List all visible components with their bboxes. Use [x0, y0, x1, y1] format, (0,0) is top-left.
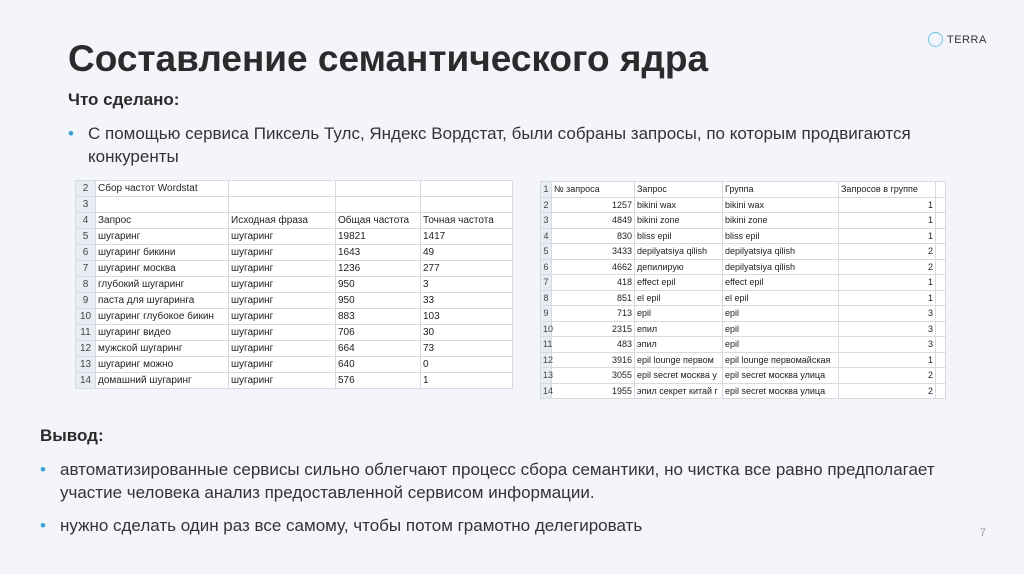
done-bullet: • С помощью сервиса Пиксель Тулс, Яндекс Вордстат, были собраны запросы, по которым продвигаются конкуренты [68, 122, 938, 168]
table-cell[interactable]: 3 [421, 277, 513, 293]
row-number[interactable]: 8 [76, 277, 96, 293]
table-cell[interactable]: 1 [421, 373, 513, 389]
table-cell[interactable]: 73 [421, 341, 513, 357]
table-cell[interactable] [229, 181, 336, 197]
table-row [76, 213, 513, 229]
table-row [541, 259, 946, 275]
table-cell[interactable]: depilyatsiya qilish [723, 244, 839, 260]
table-cell[interactable] [936, 259, 946, 275]
table-cell[interactable]: epil [723, 306, 839, 322]
row-number[interactable]: 12 [76, 341, 96, 357]
row-number[interactable]: 6 [76, 245, 96, 261]
table-cell[interactable]: шугаринг [229, 373, 336, 389]
table-cell[interactable]: 19821 [336, 229, 421, 245]
table-cell[interactable] [936, 182, 946, 198]
row-number[interactable]: 4 [541, 228, 552, 244]
table-cell[interactable]: 706 [336, 325, 421, 341]
row-number[interactable]: 14 [76, 373, 96, 389]
row-number[interactable]: 9 [541, 306, 552, 322]
table-row [541, 244, 946, 260]
table-row [541, 182, 946, 198]
table-cell[interactable]: 2 [839, 259, 936, 275]
table-cell[interactable]: bikini wax [723, 197, 839, 213]
table-cell[interactable]: Запросов в группе [839, 182, 936, 198]
table-cell[interactable]: 950 [336, 277, 421, 293]
table-cell[interactable]: 0 [421, 357, 513, 373]
table-cell[interactable]: effect epil [723, 275, 839, 291]
table-cell[interactable]: epil secret москва у [635, 368, 723, 384]
table-cell[interactable]: шугаринг [229, 325, 336, 341]
table-cell[interactable]: шугаринг [96, 229, 229, 245]
table-cell[interactable]: шугаринг видео [96, 325, 229, 341]
table-row [541, 290, 946, 306]
page-number: 7 [979, 527, 986, 539]
table-cell[interactable]: 3433 [552, 244, 635, 260]
table-cell[interactable]: bikini zone [723, 213, 839, 229]
table-cell[interactable] [936, 368, 946, 384]
row-number[interactable]: 7 [76, 261, 96, 277]
row-number[interactable]: 12 [541, 352, 552, 368]
table-cell[interactable]: Запрос [96, 213, 229, 229]
table-cell[interactable]: bliss epil [723, 228, 839, 244]
table-cell[interactable]: № запроса [552, 182, 635, 198]
table-cell[interactable] [336, 181, 421, 197]
table-cell[interactable]: 2 [839, 383, 936, 399]
table-cell[interactable]: мужской шугаринг [96, 341, 229, 357]
table-cell[interactable]: 1417 [421, 229, 513, 245]
table-cell[interactable]: 1236 [336, 261, 421, 277]
logo-ring-icon [928, 32, 943, 47]
table-row [76, 325, 513, 341]
table-cell[interactable]: epil [723, 321, 839, 337]
table-cell[interactable]: эпил секрет китай г [635, 383, 723, 399]
table-cell[interactable]: effect epil [635, 275, 723, 291]
table-cell[interactable]: 3 [839, 321, 936, 337]
row-number[interactable]: 11 [76, 325, 96, 341]
table-row [541, 213, 946, 229]
table-cell[interactable] [96, 197, 229, 213]
table-cell[interactable]: 2315 [552, 321, 635, 337]
table-cell[interactable]: 1 [839, 290, 936, 306]
table-cell[interactable]: шугаринг москва [96, 261, 229, 277]
table-cell[interactable]: 576 [336, 373, 421, 389]
row-number[interactable]: 10 [76, 309, 96, 325]
table-cell[interactable] [936, 290, 946, 306]
table-cell[interactable]: 30 [421, 325, 513, 341]
row-number[interactable]: 11 [541, 337, 552, 353]
slide-title: Составление семантического ядра [68, 38, 709, 79]
table-row [76, 197, 513, 213]
table-cell[interactable]: epil secret москва улица [723, 383, 839, 399]
table-cell[interactable] [336, 197, 421, 213]
table-cell[interactable]: Точная частота [421, 213, 513, 229]
table-row [76, 341, 513, 357]
table-cell[interactable]: 4849 [552, 213, 635, 229]
table-cell[interactable] [936, 275, 946, 291]
table-cell[interactable]: шугаринг [229, 341, 336, 357]
terra-logo [928, 32, 987, 47]
table-cell[interactable]: Сбор частот Wordstat [96, 181, 229, 197]
table-row [76, 373, 513, 389]
table-cell[interactable]: epil [723, 337, 839, 353]
table-cell[interactable] [936, 383, 946, 399]
table-row [541, 352, 946, 368]
table-cell[interactable]: bikini wax [635, 197, 723, 213]
table-cell[interactable]: 4662 [552, 259, 635, 275]
table-row [76, 277, 513, 293]
table-cell[interactable]: 883 [336, 309, 421, 325]
table-row [76, 245, 513, 261]
row-number[interactable]: 8 [541, 290, 552, 306]
table-cell[interactable]: шугаринг [229, 245, 336, 261]
table-cell[interactable] [936, 352, 946, 368]
table-cell[interactable]: Исходная фраза [229, 213, 336, 229]
table-cell[interactable]: el epil [635, 290, 723, 306]
table-row [76, 309, 513, 325]
table-cell[interactable]: шугаринг [229, 229, 336, 245]
table-cell[interactable]: 851 [552, 290, 635, 306]
table-cell[interactable]: 2 [839, 244, 936, 260]
table-cell[interactable]: Общая частота [336, 213, 421, 229]
row-number[interactable]: 1 [541, 182, 552, 198]
table-cell[interactable] [936, 321, 946, 337]
table-cell[interactable]: депилирую [635, 259, 723, 275]
table-cell[interactable]: шугаринг [229, 309, 336, 325]
row-number[interactable]: 3 [541, 213, 552, 229]
table-cell[interactable] [421, 181, 513, 197]
table-row [541, 368, 946, 384]
row-number[interactable]: 3 [76, 197, 96, 213]
table-cell[interactable]: Запрос [635, 182, 723, 198]
table-row [76, 229, 513, 245]
table-cell[interactable]: 3916 [552, 352, 635, 368]
table-cell[interactable]: шугаринг глубокое бикин [96, 309, 229, 325]
table-cell[interactable]: 1 [839, 197, 936, 213]
table-row [76, 181, 513, 197]
table-row [541, 383, 946, 399]
table-cell[interactable]: bikini zone [635, 213, 723, 229]
table-cell[interactable]: epil lounge первом [635, 352, 723, 368]
table-row [76, 261, 513, 277]
table-cell[interactable]: 1 [839, 228, 936, 244]
table-cell[interactable]: epil lounge первомайская [723, 352, 839, 368]
table-cell[interactable]: 33 [421, 293, 513, 309]
done-heading: Что сделано: [68, 90, 180, 109]
row-number[interactable]: 9 [76, 293, 96, 309]
table-cell[interactable]: 1 [839, 213, 936, 229]
row-number[interactable]: 2 [541, 197, 552, 213]
table-cell[interactable]: шугаринг [229, 293, 336, 309]
table-cell[interactable]: 418 [552, 275, 635, 291]
row-number[interactable]: 4 [76, 213, 96, 229]
table-cell[interactable]: epil [635, 306, 723, 322]
row-number[interactable]: 2 [76, 181, 96, 197]
table-row [541, 337, 946, 353]
table-cell[interactable]: 277 [421, 261, 513, 277]
row-number[interactable]: 5 [76, 229, 96, 245]
table-cell[interactable]: 640 [336, 357, 421, 373]
table-cell[interactable]: Группа [723, 182, 839, 198]
table-cell[interactable]: шугаринг [229, 357, 336, 373]
table-cell[interactable] [936, 228, 946, 244]
table-cell[interactable]: 1 [839, 275, 936, 291]
row-number[interactable]: 13 [76, 357, 96, 373]
table-cell[interactable] [936, 244, 946, 260]
row-number[interactable]: 7 [541, 275, 552, 291]
table-cell[interactable]: 103 [421, 309, 513, 325]
table-cell[interactable]: 2 [839, 368, 936, 384]
conclusion-bullet: • нужно сделать один раз все самому, чтобы потом грамотно делегировать [40, 514, 980, 537]
table-cell[interactable]: 3 [839, 337, 936, 353]
table-cell[interactable]: шугаринг бикини [96, 245, 229, 261]
table-cell[interactable]: 1257 [552, 197, 635, 213]
query-groups-table [540, 181, 946, 399]
table-cell[interactable] [936, 197, 946, 213]
wordstat-table [75, 180, 513, 389]
table-cell[interactable]: 3055 [552, 368, 635, 384]
table-cell[interactable]: depilyatsiya qilish [635, 244, 723, 260]
conclusion-bullet: • автоматизированные сервисы сильно облегчают процесс сбора семантики, но чистка все равно предполагает участие человека анализ предоставленной сервисом информации. [40, 458, 980, 504]
row-number[interactable]: 13 [541, 368, 552, 384]
table-cell[interactable]: 830 [552, 228, 635, 244]
table-cell[interactable] [936, 306, 946, 322]
table-row [76, 357, 513, 373]
table-cell[interactable]: домашний шугаринг [96, 373, 229, 389]
table-row [541, 275, 946, 291]
table-cell[interactable]: 3 [839, 306, 936, 322]
table-cell[interactable]: 1955 [552, 383, 635, 399]
table-cell[interactable]: 713 [552, 306, 635, 322]
table-cell[interactable] [936, 337, 946, 353]
table-cell[interactable]: паста для шугаринга [96, 293, 229, 309]
table-cell[interactable]: эпил [635, 337, 723, 353]
conclusion-heading: Вывод: [40, 426, 104, 445]
table-cell[interactable]: 483 [552, 337, 635, 353]
row-number[interactable]: 5 [541, 244, 552, 260]
row-number[interactable]: 6 [541, 259, 552, 275]
table-cell[interactable]: шугаринг [229, 261, 336, 277]
table-cell[interactable]: епил [635, 321, 723, 337]
table-cell[interactable]: 1643 [336, 245, 421, 261]
table-cell[interactable] [421, 197, 513, 213]
table-cell[interactable]: el epil [723, 290, 839, 306]
table-row [541, 321, 946, 337]
row-number[interactable]: 14 [541, 383, 552, 399]
table-cell[interactable] [229, 197, 336, 213]
table-cell[interactable]: глубокий шугаринг [96, 277, 229, 293]
table-cell[interactable]: шугаринг [229, 277, 336, 293]
table-cell[interactable] [936, 213, 946, 229]
table-cell[interactable]: 49 [421, 245, 513, 261]
table-cell[interactable]: 1 [839, 352, 936, 368]
table-cell[interactable]: depilyatsiya qilish [723, 259, 839, 275]
logo-text: TERRA [947, 33, 987, 46]
row-number[interactable]: 10 [541, 321, 552, 337]
table-cell[interactable]: 664 [336, 341, 421, 357]
table-row [541, 197, 946, 213]
table-row [76, 293, 513, 309]
table-row [541, 228, 946, 244]
table-row [541, 306, 946, 322]
table-cell[interactable]: шугаринг можно [96, 357, 229, 373]
table-cell[interactable]: epil secret москва улица [723, 368, 839, 384]
table-cell[interactable]: bliss epil [635, 228, 723, 244]
table-cell[interactable]: 950 [336, 293, 421, 309]
